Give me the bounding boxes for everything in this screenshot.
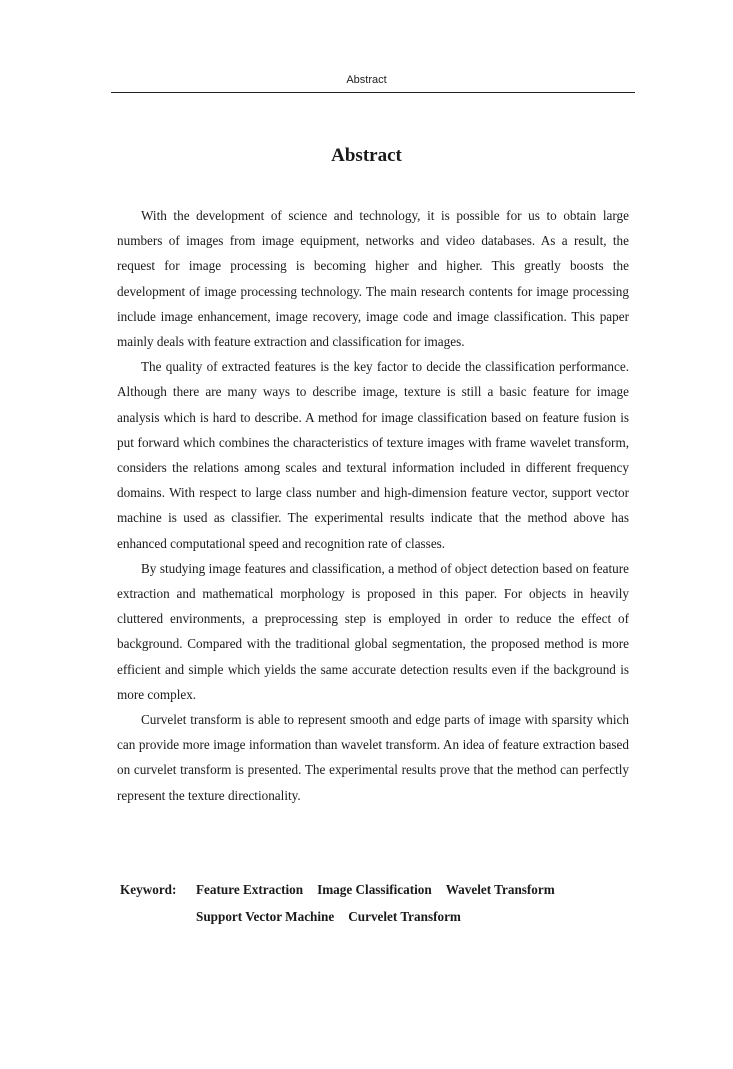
page-title: Abstract — [331, 145, 402, 166]
keywords-section — [120, 876, 640, 930]
keyword: Curvelet Transform — [348, 909, 461, 924]
running-header: Abstract — [346, 74, 387, 86]
keywords-label: Keyword: — [120, 882, 177, 897]
keyword: Support Vector Machine — [196, 909, 335, 924]
header-rule — [111, 92, 635, 93]
keyword: Feature Extraction — [196, 882, 304, 897]
abstract-body — [117, 203, 629, 808]
keyword: Wavelet Transform — [445, 882, 555, 897]
paragraph: With the development of science and technology, it is possible for us to obtain large numbers of images from image equipment, networks and video databases. As a result, the request for image processing is becoming higher and higher. This greatly boosts the development of image processing technology. The main research contents for image processing include image enhancement, image recovery, image code and image classification. This paper mainly deals with feature extraction and classification for images. — [117, 208, 629, 350]
keyword: Image Classification — [317, 882, 432, 897]
paragraph: The quality of extracted features is the key factor to decide the classification performance. Although there are many ways to describe image, texture is still a basic feature for image analysis which is hard to describe. A method for image classification based on feature fusion is put forward which combines the characteristics of texture images with frame wavelet transform, considers the relations among scales and textural information included in different frequency domains. With respect to large class number and high-dimension feature vector, support vector machine is used as classifier. The experimental results indicate that the method above has enhanced computational speed and recognition rate of classes. — [117, 359, 629, 551]
keywords-row — [120, 903, 640, 930]
paragraph: By studying image features and classification, a method of object detection based on feature extraction and mathematical morphology is proposed in this paper. For objects in heavily cluttered environments, a preprocessing step is employed in order to reduce the effect of background. Compared with the traditional global segmentation, the proposed method is more efficient and simple which yields the same accurate detection results even if the background is more complex. — [117, 560, 629, 702]
keywords-row — [120, 876, 640, 903]
paragraph: Curvelet transform is able to represent smooth and edge parts of image with sparsity which can provide more image information than wavelet transform. An idea of feature extraction based on curvelet transform is presented. The experimental results prove that the method can perfectly represent the texture directionality. — [117, 712, 629, 803]
